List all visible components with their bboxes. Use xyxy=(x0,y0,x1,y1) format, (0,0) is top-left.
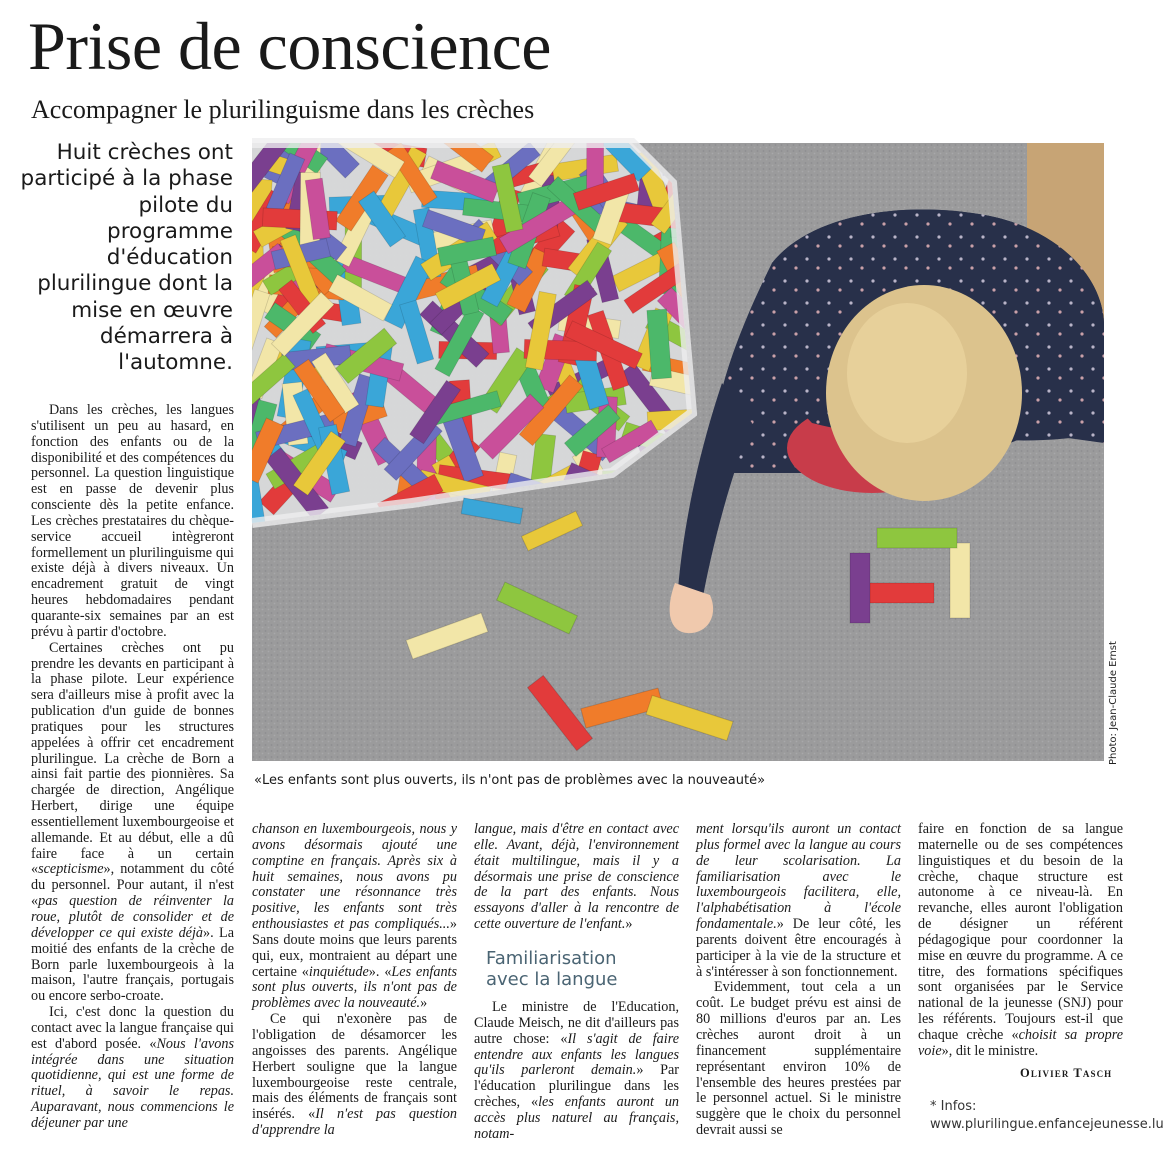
text: Le ministre de l'Education, Claude Meisch, ne dit d'ailleurs pas autre chose: « xyxy=(474,999,679,1047)
lead-paragraph: Huit crèches ont participé à la phase pilote du programme d'éducation plurilingue dont la mise en œuvre démarrera à l'automne. xyxy=(20,140,233,376)
author-byline: Olivier Tasch xyxy=(1020,1066,1113,1080)
text: » xyxy=(420,995,428,1012)
text: Ici, c'est donc la question du contact avec la langue française qui est d'abord posée. « xyxy=(31,1004,234,1052)
quote: choisit sa propre voie xyxy=(918,1026,1123,1059)
article-column-1 xyxy=(31,403,234,1132)
info-link: * Infos: www.plurilingue.enfancejeunesse.lu xyxy=(930,1099,1164,1132)
headline: Prise de conscience xyxy=(28,8,551,84)
article-column-2 xyxy=(252,822,457,1139)
article-photo xyxy=(252,143,1104,761)
text: Certaines crèches ont pu prendre les devants en participant à la phase pilote. Leur expérience sera d'ailleurs mise à profit avec la publication d'un guide de bonnes pratiques pour les structures appelées à offrir cet encadrement plurilingue. La crèche de Born a ainsi fait partie des pionnières. Sa chargée de direction, Angélique Herbert, dirige une équipe essentiellement luxembourgeoise et allemande. Et au début, elle a dû faire face à un certain « xyxy=(31,639,234,878)
photo-credit xyxy=(1108,640,1122,765)
paragraph xyxy=(696,822,901,980)
floor-block xyxy=(850,553,870,623)
children-blocks-illustration xyxy=(252,143,1104,761)
paragraph xyxy=(474,822,679,933)
floor-block xyxy=(877,528,957,548)
paragraph xyxy=(31,1005,234,1132)
article-column-3 xyxy=(474,822,679,933)
text: », dit le ministre. xyxy=(941,1042,1039,1059)
section-heading: Familiarisation avec la langue xyxy=(486,948,618,990)
text: », notamment du côté du personnel. Pour autant, il n'est « xyxy=(31,861,234,910)
photo-caption: «Les enfants sont plus ouverts, ils n'ont pas de problèmes avec la nouveauté» xyxy=(254,773,766,788)
quote: langue, mais d'être en contact avec elle. Avant, déjà, l'environnement était multilingue, mais il y a désormais une prise de conscience de la part des enfants. Nous essayons d'aller à la rencontre de cette ouverture de l'enfant. xyxy=(474,821,679,933)
quote: Les enfants sont plus ouverts, ils n'ont pas de problèmes avec la nouveauté. xyxy=(252,963,458,1012)
quote: inquiétude xyxy=(308,963,369,980)
paragraph xyxy=(252,1012,457,1139)
floor-block xyxy=(950,543,970,618)
article-column-4 xyxy=(696,822,901,1139)
article-column-5 xyxy=(918,822,1123,1060)
quote: chanson en luxembourgeois, nous y avons désormais ajouté une comptine en français. Après six à huit semaines, nous avons pu constater une résonnance très positive, les enfants sont très enthousiastes et pas compliqués... xyxy=(252,821,457,933)
paragraph: Evidemment, tout cela a un coût. Le budget prévu est ainsi de 80 millions d'euros par an. Les crèches auront droit à un financement supplémentaire représentant environ 10% de l'ensemble des heures prestées par le personnel actuel. Si le ministre suggère que le choix du personnel devrait aussi se xyxy=(696,979,901,1139)
text: Ce qui n'exonère pas de l'obligation de désamorcer les angoisses des parents. Angélique Herbert souligne que la langue luxembourgeoise reste centrale, mais des éléments de français sont insérés. « xyxy=(252,1011,457,1123)
paragraph xyxy=(252,822,457,1012)
photo-credit-text: Photo: Jean-Claude Ernst xyxy=(1108,641,1119,765)
paragraph xyxy=(31,641,234,1005)
quote: ment lorsqu'ils auront un contact plus formel avec la langue au cours de leur scolarisation. La familiarisation avec le luxembourgeois facilitera, elle, l'alphabétisation à l'école fondamentale. xyxy=(696,821,901,933)
paragraph xyxy=(474,1000,679,1143)
paragraph xyxy=(918,822,1123,1060)
text: faire en fonction de sa langue maternelle ou de ses compétences linguistiques et du besoin de la crèche, chaque structure est autonome à ce niveau-là. En revanche, elles auront l'obligation de désigner un référent pédagogique pour coordonner la mise en œuvre du programme. A ce titre, des formations spécifiques sont organisées par le Service national de la jeunesse (SNJ) pour les référents. Toujours est-il que chaque crèche « xyxy=(918,821,1123,1043)
quote: pas question de réinventer la roue, plutôt de consolider et de développer ce qui existe déjà xyxy=(31,893,234,941)
article-column-3b xyxy=(474,1000,679,1143)
text: » Sans doute moins que leurs parents qui, eux, montraient au départ une certaine « xyxy=(252,916,457,980)
quote: Il n'est pas question d'apprendre la xyxy=(252,1106,457,1139)
quote: scepticisme xyxy=(38,861,104,878)
text: ». « xyxy=(368,963,392,980)
quote: Nous l'avons intégrée dans une situation quotidienne, qui est une forme de rituel, à savoir le repas. Auparavant, nous commencions le déjeuner par une xyxy=(31,1035,234,1131)
text: » Par l'éducation plurilingue dans les crèches, « xyxy=(474,1062,679,1111)
paragraph: Dans les crèches, les langues s'utilisent un peu au hasard, en fonction des enfants ou de la disponibilité et des compétences du personnel. La question linguistique est en passe de devenir plus consciente dès la petite enfance. Les crèches prestataires du chèque-service accueil intègreront formellement un plurilinguisme qui existe déjà à divers niveaux. Un encadrement gratuit de vingt heures hebdomadaires pendant quarante-six semaines par an est prévu à partir d'octobre. xyxy=(31,402,234,640)
quote: Il s'agit de faire entendre aux enfants les langues qu'ils parleront demain. xyxy=(474,1030,679,1079)
subheadline: Accompagner le plurilinguisme dans les crèches xyxy=(31,95,535,124)
text: » xyxy=(625,916,633,933)
quote: les enfants auront un accès plus naturel au français, notam- xyxy=(474,1094,680,1142)
text: » De leur côté, les parents doivent être encouragés à participer à la vie de la structure et à s'intéresser à son fonctionnement. xyxy=(696,916,901,980)
text: ». La moitié des enfants de la crèche de Born parle luxembourgeois à la maison, l'autre français, portugais ou encore serbo-croate. xyxy=(31,924,234,1005)
